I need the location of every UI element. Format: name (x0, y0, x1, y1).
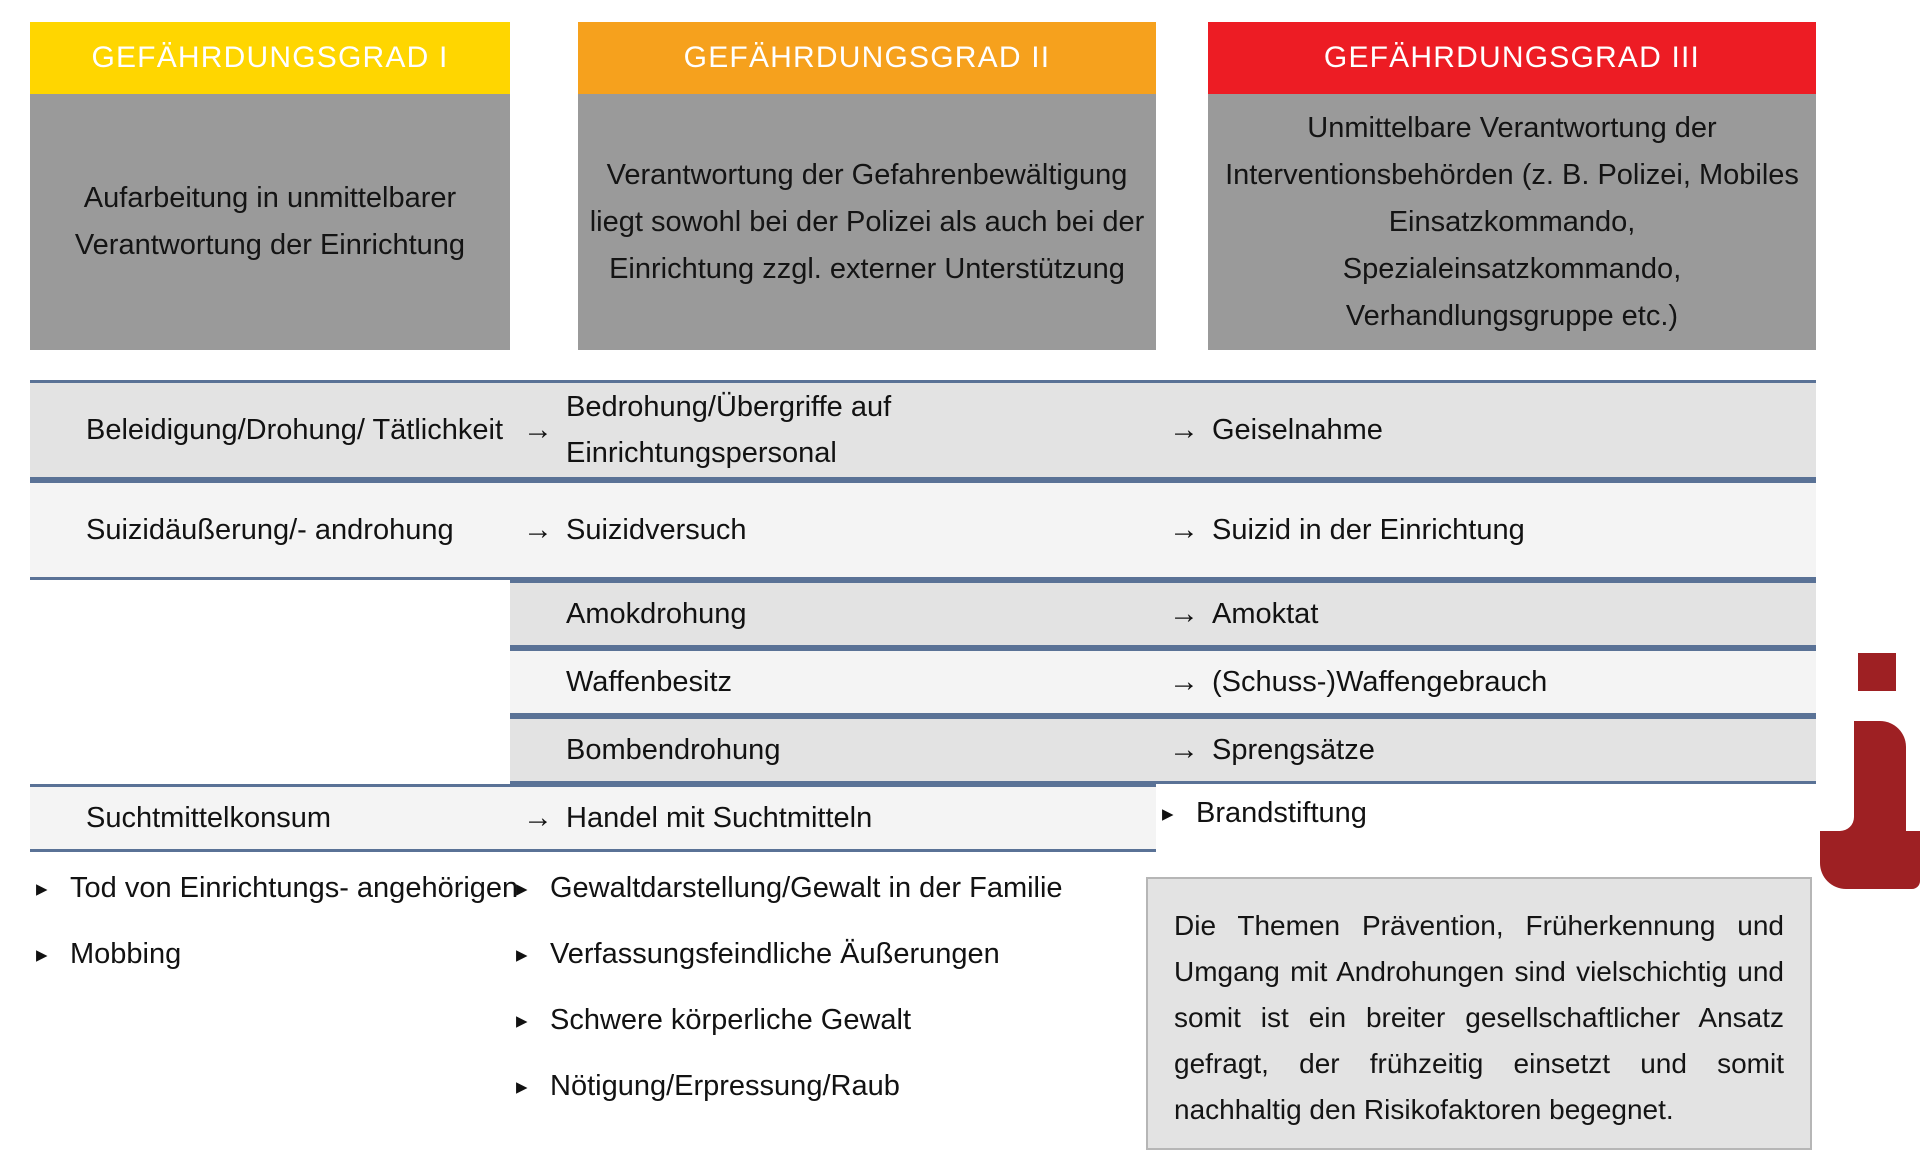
bullet-marker-icon: ▸ (516, 875, 528, 901)
row-cell-grad2 (510, 648, 1156, 716)
table-row (0, 580, 1920, 648)
row-cell-text: Suizidäußerung/- androhung (86, 514, 454, 546)
arrow-icon: → (523, 801, 553, 834)
list-item (510, 865, 1156, 911)
bullet-list-grad1 (30, 865, 540, 991)
row-cell-grad3 (1156, 648, 1816, 716)
info-mark-tail (1874, 831, 1920, 889)
row-cell-text: Beleidigung/Drohung/ Tätlichkeit (86, 414, 504, 446)
row-cell-grad2 (510, 380, 1156, 480)
arrow-icon: → (1169, 733, 1199, 766)
row-cell-grad2 (510, 716, 1156, 784)
row-cell-text: Suizid in der Einrichtung (1212, 514, 1525, 546)
info-mark-dot (1858, 653, 1896, 691)
row-cell-grad2 (510, 580, 1156, 648)
row-cell-grad3 (1156, 716, 1816, 784)
row-cell-text: Suchtmittelkonsum (86, 802, 331, 834)
bullet-marker-icon: ▸ (1162, 800, 1174, 826)
table-row (0, 716, 1920, 784)
column-header-grad-2 (578, 22, 1156, 350)
list-item (510, 1063, 1156, 1109)
row-cell-text: Waffenbesitz (566, 666, 733, 698)
bullet-list-grad3 (1156, 790, 1816, 850)
arrow-icon: → (523, 513, 553, 546)
arrow-icon: → (523, 413, 553, 446)
row-cell-text: (Schuss-)Waffengebrauch (1212, 666, 1548, 698)
row-cell-grad1 (30, 784, 540, 852)
info-box (1146, 877, 1812, 1150)
column-description-grad-1: Aufarbeitung in unmittelbarer Verantwortung der Einrichtung (30, 94, 510, 350)
table-row (0, 380, 1920, 480)
arrow-icon: → (1169, 413, 1199, 446)
info-mark-notch (1820, 721, 1854, 831)
row-cell-grad2 (510, 480, 1156, 580)
bullet-marker-icon: ▸ (36, 875, 48, 901)
column-title-grad-2: GEFÄHRDUNGSGRAD II (578, 22, 1156, 94)
row-cell-grad3 (1156, 580, 1816, 648)
list-item (1156, 790, 1816, 836)
table-row (0, 480, 1920, 580)
row-cell-grad1 (30, 480, 540, 580)
list-item-label: Verfassungsfeindliche Äußerungen (550, 938, 1000, 970)
list-item-label: Nötigung/Erpressung/Raub (550, 1070, 900, 1102)
bullet-marker-icon: ▸ (36, 941, 48, 967)
row-cell-text: Handel mit Suchtmitteln (566, 802, 873, 834)
arrow-icon: → (1169, 597, 1199, 630)
info-mark-icon (1846, 653, 1920, 889)
list-item-label: Gewaltdarstellung/Gewalt in der Familie (550, 872, 1063, 904)
list-item-label: Tod von Einrichtungs- angehörigen (70, 872, 519, 904)
table-row (0, 648, 1920, 716)
row-cell-grad3 (1156, 480, 1816, 580)
column-header-grad-3 (1208, 22, 1816, 350)
row-cell-grad2 (510, 784, 1156, 852)
row-cell-grad3 (1156, 380, 1816, 480)
column-title-grad-3: GEFÄHRDUNGSGRAD III (1208, 22, 1816, 94)
row-cell-text: Bombendrohung (566, 734, 781, 766)
list-item-label: Mobbing (70, 938, 182, 970)
column-title-grad-1: GEFÄHRDUNGSGRAD I (30, 22, 510, 94)
row-cell-text: Amoktat (1212, 598, 1319, 630)
bullet-marker-icon: ▸ (516, 1073, 528, 1099)
bullet-list-grad2 (510, 865, 1156, 1123)
bullet-marker-icon: ▸ (516, 1007, 528, 1033)
list-item (510, 997, 1156, 1043)
column-description-grad-2: Verantwortung der Gefahrenbewältigung liegt sowohl bei der Polizei als auch bei der Einrichtung zzgl. externer Unterstützung (578, 94, 1156, 350)
row-cell-grad1 (30, 380, 540, 480)
row-cell-text: Amokdrohung (566, 598, 747, 630)
arrow-icon: → (1169, 513, 1199, 546)
list-item-label: Brandstiftung (1196, 797, 1367, 829)
arrow-icon: → (1169, 665, 1199, 698)
bullet-marker-icon: ▸ (516, 941, 528, 967)
list-item (30, 931, 540, 977)
list-item (30, 865, 540, 911)
column-description-grad-3: Unmittelbare Verantwortung der Interventionsbehörden (z. B. Polizei, Mobiles Einsatzkommando, Spezialeinsatzkommando, Verhandlungsgruppe etc.) (1208, 94, 1816, 350)
row-cell-text: Bedrohung/Übergriffe auf Einrichtungspersonal (566, 391, 892, 469)
list-item-label: Schwere körperliche Gewalt (550, 1004, 912, 1036)
info-box-text: Die Themen Prävention, Früherkennung und Umgang mit Androhungen sind vielschichtig und somit ist ein breiter gesellschaftlicher Ansatz gefragt, der frühzeitig einsetzt und somit nachhaltig den Risikofaktoren begegnet. (1174, 910, 1784, 1125)
list-item (510, 931, 1156, 977)
row-cell-text: Sprengsätze (1212, 734, 1375, 766)
row-cell-text: Suizidversuch (566, 514, 747, 546)
column-header-grad-1 (30, 22, 510, 350)
row-cell-text: Geiselnahme (1212, 414, 1383, 446)
